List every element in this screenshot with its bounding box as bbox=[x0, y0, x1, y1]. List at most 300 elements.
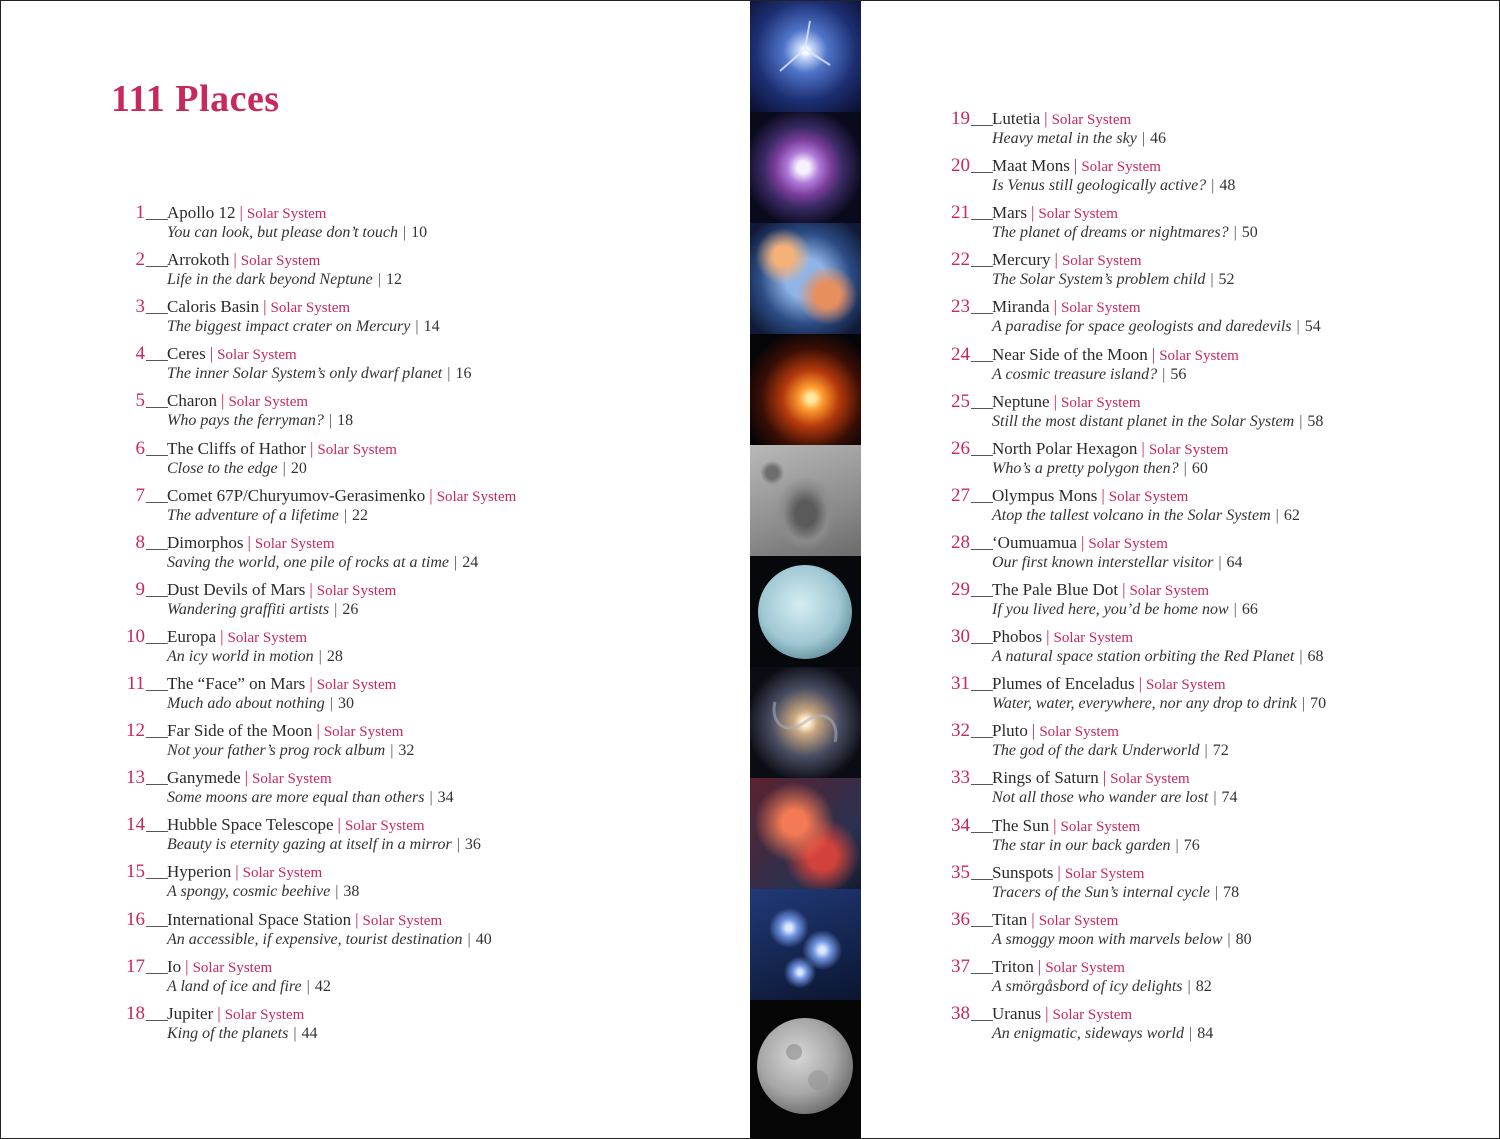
entry-number: 18 bbox=[126, 1002, 145, 1024]
entry-subtitle-line bbox=[992, 882, 1239, 904]
entry-category: Solar System bbox=[1060, 818, 1141, 835]
entry-subtitle: A cosmic treasure island? bbox=[992, 365, 1158, 383]
entry-separator: | bbox=[1102, 768, 1107, 788]
entry-separator: | bbox=[415, 318, 419, 336]
entry-name: Pluto bbox=[992, 721, 1028, 741]
entry-rule bbox=[146, 878, 168, 879]
entry-rule bbox=[971, 926, 993, 927]
entry-number: 24 bbox=[951, 343, 970, 365]
entry-number: 17 bbox=[126, 955, 145, 977]
entry-subtitle-line bbox=[992, 552, 1243, 574]
entry-number: 30 bbox=[951, 626, 970, 648]
entry-name: Miranda bbox=[992, 297, 1050, 317]
entry-rule bbox=[971, 219, 993, 220]
entry-subtitle-line bbox=[167, 363, 471, 385]
entry-subtitle: An accessible, if expensive, tourist destination bbox=[167, 930, 463, 948]
entry-category: Solar System bbox=[1146, 677, 1226, 694]
entry-separator: | bbox=[1227, 930, 1231, 948]
entry-subtitle: King of the planets bbox=[167, 1024, 289, 1042]
entry-separator: | bbox=[244, 768, 249, 788]
entry-separator: | bbox=[1188, 1024, 1193, 1042]
entry-name: Phobos bbox=[992, 627, 1043, 647]
entry-separator: | bbox=[247, 532, 251, 552]
entry-subtitle-line bbox=[992, 175, 1235, 197]
entry-number: 38 bbox=[951, 1002, 970, 1024]
entry-subtitle: Atop the tallest volcano in the Solar System bbox=[992, 506, 1271, 524]
entry-page: 24 bbox=[462, 553, 479, 571]
entry-subtitle: Heavy metal in the sky bbox=[992, 130, 1137, 147]
entry-subtitle-line bbox=[992, 787, 1238, 809]
entry-page: 42 bbox=[314, 977, 331, 995]
entry-page: 74 bbox=[1221, 789, 1238, 807]
entry-category: Solar System bbox=[217, 347, 297, 364]
entry-separator: | bbox=[1187, 977, 1191, 995]
entry-separator: | bbox=[429, 789, 433, 807]
entry-name: Apollo 12 bbox=[167, 203, 236, 222]
entry-number: 6 bbox=[135, 437, 145, 459]
moon-photo bbox=[750, 1000, 861, 1139]
jet-nebula-photo bbox=[750, 1, 861, 112]
entry-page: 12 bbox=[385, 271, 402, 289]
entry-separator: | bbox=[263, 297, 267, 317]
entry-number: 5 bbox=[135, 390, 145, 412]
entry-name: Hyperion bbox=[167, 862, 232, 882]
entry-category: Solar System bbox=[242, 865, 323, 882]
entry-subtitle: Beauty is eternity gazing at itself in a mirror bbox=[167, 836, 452, 854]
entry-subtitle: An enigmatic, sideways world bbox=[992, 1024, 1184, 1042]
entry-subtitle-line bbox=[167, 505, 368, 527]
entry-name: Charon bbox=[167, 391, 218, 411]
entry-rule bbox=[971, 172, 993, 173]
entry-name: Io bbox=[167, 956, 182, 976]
entry-rule bbox=[146, 737, 168, 738]
entry-rule bbox=[971, 455, 993, 456]
entry-number: 23 bbox=[951, 296, 970, 318]
entry-subtitle-line bbox=[992, 976, 1212, 998]
entry-category: Solar System bbox=[1051, 112, 1132, 128]
entry-subtitle: A smörgåsbord of icy delights bbox=[992, 977, 1183, 995]
entry-separator: | bbox=[233, 250, 237, 270]
entry-page: 66 bbox=[1241, 601, 1258, 618]
entry-subtitle-line bbox=[167, 599, 358, 621]
entry-separator: | bbox=[1046, 627, 1050, 647]
entry-separator: | bbox=[293, 1024, 297, 1042]
entry-separator: | bbox=[1045, 1003, 1049, 1023]
entry-rule bbox=[971, 973, 993, 974]
entry-page: 34 bbox=[437, 789, 454, 807]
entry-rule bbox=[146, 643, 168, 644]
entry-rule bbox=[971, 313, 993, 314]
entry-page: 14 bbox=[423, 318, 440, 336]
entry-category: Solar System bbox=[240, 253, 321, 270]
entry-name: Jupiter bbox=[167, 1003, 214, 1023]
entry-subtitle-line bbox=[992, 458, 1208, 480]
entry-name: Mars bbox=[992, 203, 1027, 223]
entry-separator: | bbox=[328, 412, 333, 430]
entry-subtitle: Is Venus still geologically active? bbox=[992, 177, 1207, 195]
entry-number: 28 bbox=[951, 531, 970, 553]
entry-page: 54 bbox=[1304, 318, 1321, 336]
entry-name: Rings of Saturn bbox=[992, 768, 1099, 788]
entry-subtitle: Who pays the ferryman? bbox=[167, 412, 324, 430]
entry-separator: | bbox=[235, 862, 239, 882]
entry-number: 13 bbox=[126, 767, 145, 789]
entry-separator: | bbox=[390, 742, 394, 760]
entry-page: 62 bbox=[1283, 506, 1300, 524]
entry-number: 21 bbox=[951, 202, 970, 224]
entry-separator: | bbox=[1299, 412, 1303, 430]
entry-separator: | bbox=[456, 836, 460, 854]
entry-page: 82 bbox=[1195, 977, 1212, 995]
entry-subtitle-line bbox=[167, 976, 331, 998]
entry-number: 16 bbox=[126, 908, 145, 930]
entry-rule bbox=[971, 690, 993, 691]
entry-separator: | bbox=[343, 506, 348, 524]
entry-separator: | bbox=[329, 695, 333, 712]
entry-subtitle-line bbox=[992, 364, 1186, 386]
entry-category: Solar System bbox=[270, 300, 351, 317]
entry-separator: | bbox=[1141, 130, 1146, 147]
entry-name: Arrokoth bbox=[167, 250, 230, 270]
entry-subtitle-line bbox=[992, 740, 1229, 762]
entry-rule bbox=[971, 502, 993, 503]
entry-number: 19 bbox=[951, 108, 970, 129]
entry-rule bbox=[971, 125, 993, 126]
entry-subtitle-line bbox=[167, 693, 354, 715]
entry-page: 46 bbox=[1150, 130, 1167, 147]
entry-number: 14 bbox=[126, 814, 145, 836]
entry-separator: | bbox=[335, 883, 339, 901]
entry-subtitle: Still the most distant planet in the Solar System bbox=[992, 412, 1295, 430]
entry-subtitle-line bbox=[992, 316, 1321, 338]
entry-subtitle-line bbox=[992, 599, 1258, 621]
entry-number: 37 bbox=[951, 955, 970, 977]
entry-category: Solar System bbox=[362, 912, 443, 929]
entry-separator: | bbox=[220, 626, 224, 646]
entry-page: 84 bbox=[1197, 1024, 1214, 1042]
entry-page: 38 bbox=[343, 883, 360, 901]
entry-name: Dimorphos bbox=[167, 532, 244, 552]
entry-separator: | bbox=[1031, 721, 1036, 741]
entry-separator: | bbox=[1080, 532, 1085, 552]
entry-page: 16 bbox=[455, 365, 472, 383]
entry-category: Solar System bbox=[317, 441, 397, 458]
entry-rule bbox=[971, 879, 993, 880]
entry-separator: | bbox=[1162, 365, 1166, 383]
entry-separator: | bbox=[334, 600, 338, 618]
entry-rule bbox=[146, 549, 168, 550]
entry-separator: | bbox=[1044, 109, 1048, 128]
entry-separator: | bbox=[1175, 836, 1179, 854]
entry-number: 10 bbox=[126, 625, 145, 647]
entry-rule bbox=[146, 313, 168, 314]
entry-name: North Polar Hexagon bbox=[992, 438, 1138, 458]
entry-page: 70 bbox=[1310, 695, 1327, 713]
entry-separator: | bbox=[1214, 883, 1219, 901]
entry-number: 4 bbox=[135, 343, 145, 365]
entry-name: Neptune bbox=[992, 391, 1050, 411]
entry-category: Solar System bbox=[246, 206, 327, 222]
entry-subtitle: An icy world in motion bbox=[167, 647, 314, 665]
entry-category: Solar System bbox=[1159, 347, 1239, 364]
entry-number: 36 bbox=[951, 908, 970, 930]
entry-category: Solar System bbox=[1061, 300, 1141, 317]
entry-separator: | bbox=[1204, 742, 1208, 760]
entry-separator: | bbox=[1301, 695, 1306, 713]
entry-separator: | bbox=[1183, 459, 1187, 477]
entry-rule bbox=[146, 973, 168, 974]
entry-separator: | bbox=[1210, 271, 1214, 289]
entry-subtitle-line bbox=[992, 269, 1235, 291]
entry-separator: | bbox=[309, 438, 314, 458]
entry-subtitle-line bbox=[167, 552, 478, 574]
entry-number: 22 bbox=[951, 249, 970, 271]
entry-separator: | bbox=[1030, 203, 1035, 223]
entry-name: The “Face” on Mars bbox=[167, 674, 306, 693]
uranus-planet-photo bbox=[750, 556, 861, 667]
entry-separator: | bbox=[1141, 438, 1145, 458]
entry-page: 10 bbox=[411, 224, 428, 241]
entry-category: Solar System bbox=[316, 582, 397, 599]
entry-number: 2 bbox=[135, 249, 145, 271]
entry-rule bbox=[971, 784, 993, 785]
entry-separator: | bbox=[1037, 956, 1042, 976]
entry-separator: | bbox=[1211, 177, 1215, 195]
entry-rule bbox=[146, 831, 168, 832]
entry-page: 40 bbox=[475, 930, 492, 948]
entry-subtitle: The adventure of a lifetime bbox=[167, 506, 339, 524]
entry-rule bbox=[146, 596, 168, 597]
entry-category: Solar System bbox=[1039, 724, 1119, 741]
entry-subtitle: Who’s a pretty polygon then? bbox=[992, 459, 1179, 477]
entry-subtitle: Saving the world, one pile of rocks at a time bbox=[167, 553, 450, 571]
entry-category: Solar System bbox=[1088, 535, 1168, 552]
entry-number: 8 bbox=[135, 531, 145, 553]
entry-name: Ganymede bbox=[167, 768, 241, 788]
entry-page: 72 bbox=[1212, 742, 1229, 760]
entry-number: 26 bbox=[951, 437, 970, 459]
entry-subtitle: Water, water, everywhere, nor any drop to drink bbox=[992, 695, 1297, 713]
entry-separator: | bbox=[447, 365, 451, 383]
entry-category: Solar System bbox=[227, 629, 308, 646]
entry-separator: | bbox=[1296, 318, 1300, 336]
entry-separator: | bbox=[1053, 815, 1057, 835]
entry-separator: | bbox=[467, 930, 471, 948]
entry-number: 20 bbox=[951, 155, 970, 177]
entry-separator: | bbox=[1233, 224, 1237, 242]
entry-page: 26 bbox=[342, 600, 359, 618]
entry-rule bbox=[146, 926, 168, 927]
entry-subtitle-line bbox=[167, 458, 307, 480]
entry-subtitle-line bbox=[167, 881, 359, 903]
entry-category: Solar System bbox=[224, 1006, 305, 1023]
entry-subtitle-line bbox=[992, 128, 1166, 150]
entry-separator: | bbox=[1057, 862, 1061, 882]
entry-page: 76 bbox=[1183, 836, 1200, 854]
entry-subtitle-line bbox=[167, 929, 492, 951]
entry-separator: | bbox=[1275, 506, 1279, 524]
entry-name: Caloris Basin bbox=[167, 297, 260, 317]
entry-category: Solar System bbox=[1064, 865, 1145, 882]
entry-rule bbox=[971, 361, 993, 362]
photo-strip bbox=[750, 1, 861, 1138]
entry-subtitle: The star in our back garden bbox=[992, 836, 1171, 854]
entry-subtitle-line bbox=[167, 410, 353, 432]
entry-rule bbox=[971, 1020, 993, 1021]
entry-subtitle: The biggest impact crater on Mercury bbox=[167, 318, 411, 336]
entry-page: 18 bbox=[337, 412, 354, 430]
entry-category: Solar System bbox=[1148, 441, 1229, 458]
page-title: 111 Places bbox=[111, 78, 280, 120]
entry-name: Maat Mons bbox=[992, 156, 1070, 176]
entry-separator: | bbox=[1151, 344, 1156, 364]
entry-rule bbox=[146, 360, 168, 361]
entry-subtitle: A natural space station orbiting the Red Planet bbox=[992, 648, 1295, 666]
entry-category: Solar System bbox=[436, 488, 517, 505]
entry-separator: | bbox=[429, 485, 433, 505]
red-nebula-photo bbox=[750, 778, 861, 889]
entry-separator: | bbox=[282, 459, 286, 477]
entry-name: ‘Oumuamua bbox=[992, 532, 1077, 552]
entry-page: 30 bbox=[337, 695, 354, 712]
entry-category: Solar System bbox=[1038, 912, 1119, 929]
entry-subtitle-line bbox=[167, 787, 454, 809]
entry-subtitle: A paradise for space geologists and daredevils bbox=[992, 318, 1292, 336]
entry-subtitle: The inner Solar System’s only dwarf planet bbox=[167, 365, 443, 383]
entry-separator: | bbox=[1218, 553, 1222, 571]
entry-rule bbox=[146, 407, 168, 408]
entry-rule bbox=[146, 1020, 168, 1021]
entry-page: 52 bbox=[1218, 271, 1235, 289]
entry-subtitle: The planet of dreams or nightmares? bbox=[992, 224, 1229, 242]
entry-subtitle: You can look, but please don’t touch bbox=[167, 224, 398, 241]
entry-separator: | bbox=[1213, 789, 1217, 807]
entry-rule bbox=[971, 737, 993, 738]
entry-category: Solar System bbox=[1045, 959, 1125, 976]
entry-number: 1 bbox=[135, 202, 145, 223]
entry-subtitle-line bbox=[167, 740, 414, 762]
entry-number: 12 bbox=[126, 720, 145, 742]
entry-category: Solar System bbox=[1061, 394, 1141, 411]
entry-name: Triton bbox=[992, 956, 1034, 976]
entry-subtitle: The Solar System’s problem child bbox=[992, 271, 1206, 289]
entry-subtitle-line bbox=[992, 693, 1326, 715]
entry-number: 15 bbox=[126, 861, 145, 883]
entry-name: Far Side of the Moon bbox=[167, 721, 313, 741]
ring-nebula-photo bbox=[750, 112, 861, 223]
entry-number: 35 bbox=[951, 861, 970, 883]
entry-number: 25 bbox=[951, 390, 970, 412]
entry-separator: | bbox=[221, 391, 225, 411]
entry-subtitle-line bbox=[992, 835, 1200, 857]
entry-category: Solar System bbox=[323, 724, 404, 741]
glowing-star-photo bbox=[750, 334, 861, 445]
entry-name: Mercury bbox=[992, 250, 1051, 270]
entry-subtitle-line bbox=[167, 646, 343, 668]
entry-page: 56 bbox=[1170, 365, 1187, 383]
entry-page: 22 bbox=[352, 506, 369, 524]
entry-rule bbox=[971, 643, 993, 644]
entry-separator: | bbox=[1053, 391, 1057, 411]
entry-category: Solar System bbox=[1108, 488, 1189, 505]
entry-separator: | bbox=[316, 721, 320, 741]
entry-page: 20 bbox=[290, 459, 307, 477]
entry-subtitle: Wandering graffiti artists bbox=[167, 600, 330, 618]
entry-page: 60 bbox=[1191, 459, 1208, 477]
entry-separator: | bbox=[1101, 485, 1105, 505]
entry-subtitle-line bbox=[992, 929, 1252, 951]
entry-subtitle: The god of the dark Underworld bbox=[992, 742, 1200, 760]
entry-separator: | bbox=[309, 674, 313, 693]
entry-subtitle: Much ado about nothing bbox=[167, 695, 325, 712]
entry-subtitle-line bbox=[992, 505, 1300, 527]
entry-separator: | bbox=[209, 344, 214, 364]
entry-subtitle: A land of ice and fire bbox=[167, 977, 302, 995]
crab-nebula-photo bbox=[750, 223, 861, 334]
entry-separator: | bbox=[1031, 909, 1035, 929]
entry-subtitle-line bbox=[992, 1023, 1213, 1045]
entry-rule bbox=[146, 690, 168, 691]
entry-name: Europa bbox=[167, 626, 217, 646]
entry-category: Solar System bbox=[344, 818, 425, 835]
entry-subtitle: Tracers of the Sun’s internal cycle bbox=[992, 883, 1210, 901]
entry-page: 32 bbox=[398, 742, 415, 760]
entry-separator: | bbox=[1122, 580, 1126, 599]
entry-number: 7 bbox=[135, 484, 145, 506]
entry-separator: | bbox=[217, 1003, 221, 1023]
entry-category: Solar System bbox=[1081, 159, 1161, 176]
entry-page: 68 bbox=[1307, 648, 1324, 666]
entry-rule bbox=[971, 832, 993, 833]
entry-name: Dust Devils of Mars bbox=[167, 579, 306, 599]
entry-separator: | bbox=[1054, 250, 1058, 270]
entry-number: 29 bbox=[951, 579, 970, 600]
entry-category: Solar System bbox=[228, 394, 309, 411]
entry-subtitle: Not your father’s prog rock album bbox=[167, 742, 386, 760]
star-cluster-photo bbox=[750, 889, 861, 1000]
entry-category: Solar System bbox=[1052, 1006, 1133, 1023]
entry-page: 64 bbox=[1226, 553, 1243, 571]
entry-category: Solar System bbox=[252, 771, 332, 788]
entry-subtitle: Our first known interstellar visitor bbox=[992, 553, 1214, 571]
entry-category: Solar System bbox=[316, 677, 397, 693]
entry-subtitle: Life in the dark beyond Neptune bbox=[167, 271, 373, 289]
entry-name: Uranus bbox=[992, 1003, 1042, 1023]
entry-page: 50 bbox=[1241, 224, 1258, 242]
entry-separator: | bbox=[337, 815, 341, 835]
entry-name: Ceres bbox=[167, 344, 206, 364]
cratered-surface-photo bbox=[750, 445, 861, 556]
entry-rule bbox=[971, 549, 993, 550]
entry-subtitle-line bbox=[167, 1023, 318, 1045]
entry-rule bbox=[146, 502, 168, 503]
entry-subtitle-line bbox=[167, 269, 402, 291]
entry-separator: | bbox=[377, 271, 381, 289]
entry-number: 34 bbox=[951, 814, 970, 836]
entry-page: 80 bbox=[1235, 930, 1252, 948]
entry-category: Solar System bbox=[1110, 771, 1190, 788]
entry-separator: | bbox=[1299, 648, 1303, 666]
entry-name: The Sun bbox=[992, 815, 1050, 835]
entry-category: Solar System bbox=[192, 959, 273, 976]
entry-rule bbox=[971, 596, 993, 597]
entry-rule bbox=[146, 455, 168, 456]
entry-name: Comet 67P/Churyumov-Gerasimenko bbox=[167, 485, 426, 505]
spiral-galaxy-photo bbox=[750, 667, 861, 778]
entry-separator: | bbox=[454, 553, 458, 571]
entry-separator: | bbox=[318, 647, 322, 665]
entry-number: 9 bbox=[135, 578, 145, 600]
